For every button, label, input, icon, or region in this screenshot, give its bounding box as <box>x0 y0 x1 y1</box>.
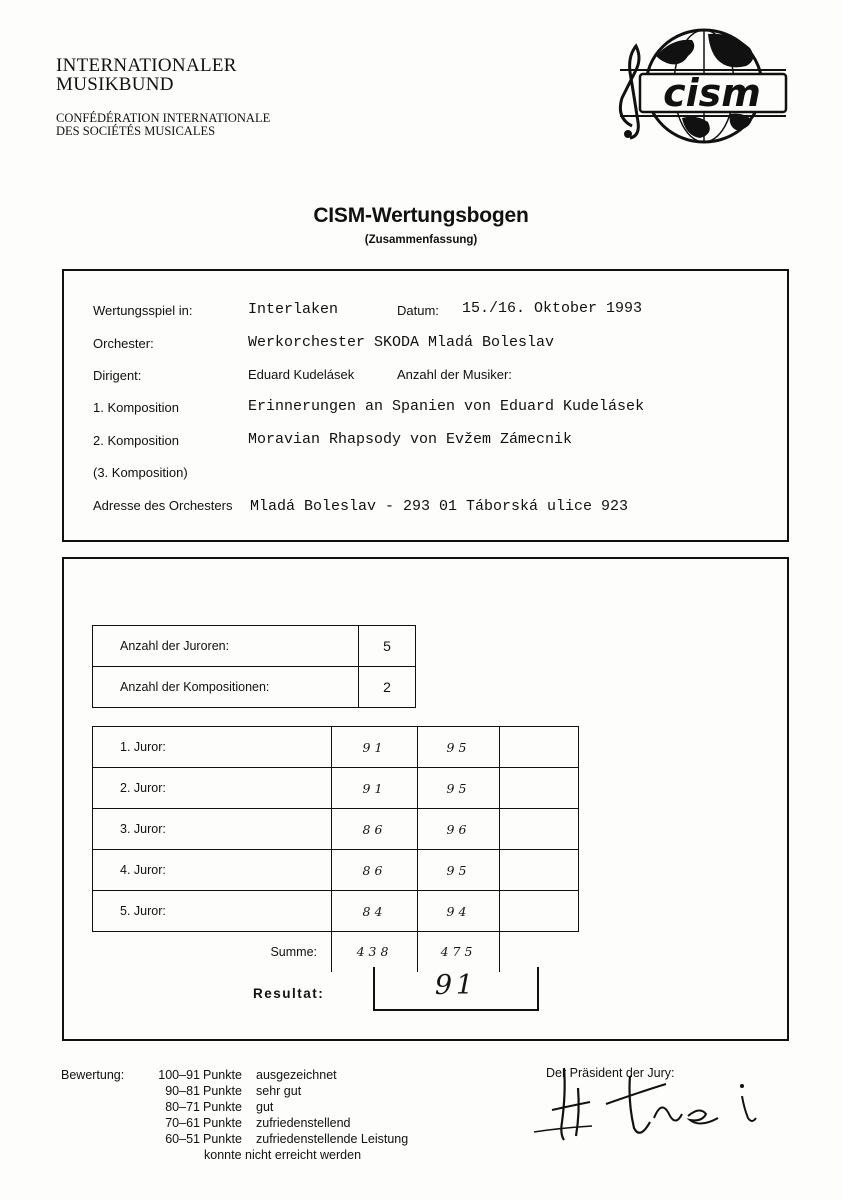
table-row <box>93 850 579 891</box>
juror-label: 3. Juror: <box>93 809 332 850</box>
rating-range: 70–61 <box>165 1116 200 1130</box>
rating-text: gut <box>256 1100 274 1114</box>
rating-unit: Punkte <box>203 1068 242 1082</box>
compositions-count-label: Anzahl der Kompositionen: <box>93 667 359 708</box>
president-label: Der Präsident der Jury: <box>546 1066 675 1080</box>
org-name-line1: INTERNATIONALER <box>56 55 237 76</box>
rating-unit: Punkte <box>203 1116 242 1130</box>
composition3-label: (3. Komposition) <box>93 465 188 480</box>
venue-value: Interlaken <box>248 301 339 318</box>
juror-label: 1. Juror: <box>93 727 332 768</box>
svg-text:cism: cism <box>663 71 761 115</box>
rating-last-line: konnte nicht erreicht werden <box>204 1148 362 1162</box>
score-composition1: 86 <box>332 809 418 850</box>
score-composition2: 96 <box>418 809 500 850</box>
conductor-value: Eduard Kudelásek <box>248 367 355 382</box>
table-row <box>93 768 579 809</box>
rating-text: ausgezeichnet <box>256 1068 337 1082</box>
rating-line <box>140 1083 540 1099</box>
score-composition1: 91 <box>332 768 418 809</box>
score-composition2: 95 <box>418 727 500 768</box>
venue-label: Wertungsspiel in: <box>93 303 193 318</box>
sum-label: Summe: <box>270 944 317 959</box>
jurors-count-value: 5 <box>359 626 416 667</box>
composition2-value: Moravian Rhapsody von Evžem Zámecnik <box>248 431 573 448</box>
result-label: Resultat: <box>253 986 325 1001</box>
rating-line <box>140 1099 540 1115</box>
orchestra-label: Orchester: <box>93 336 154 351</box>
table-row <box>93 891 579 932</box>
table-row <box>93 809 579 850</box>
address-label: Adresse des Orchesters <box>93 498 233 513</box>
juror-label: 5. Juror: <box>93 891 332 932</box>
sum-empty-cell <box>500 932 579 972</box>
rating-legend <box>140 1067 540 1163</box>
juror-label: 4. Juror: <box>93 850 332 891</box>
table-row <box>93 727 579 768</box>
rating-range: 100–91 <box>158 1068 200 1082</box>
address-value: Mladá Boleslav - 293 01 Táborská ulice 923 <box>250 498 629 515</box>
sum-composition2: 475 <box>418 932 500 972</box>
org-name-line2: MUSIKBUND <box>56 74 174 95</box>
compositions-count-value: 2 <box>359 667 416 708</box>
score-empty-cell <box>500 809 579 850</box>
result-value: 91 <box>434 970 478 1001</box>
sum-composition1: 438 <box>332 932 418 972</box>
counts-table <box>92 625 416 708</box>
score-composition2: 94 <box>418 891 500 932</box>
date-value: 15./16. Oktober 1993 <box>462 300 643 317</box>
rating-text: sehr gut <box>256 1084 302 1098</box>
composition1-label: 1. Komposition <box>93 400 179 415</box>
score-empty-cell <box>500 891 579 932</box>
score-empty-cell <box>500 768 579 809</box>
score-composition2: 95 <box>418 768 500 809</box>
org-name-fr-line2: DES SOCIÉTÉS MUSICALES <box>56 124 216 138</box>
cism-logo <box>612 26 788 148</box>
score-empty-cell <box>500 727 579 768</box>
rating-range: 60–51 <box>165 1132 200 1146</box>
rating-range: 90–81 <box>165 1084 200 1098</box>
rating-line <box>140 1115 540 1131</box>
date-label: Datum: <box>397 303 439 318</box>
rating-unit: Punkte <box>203 1100 242 1114</box>
rating-unit: Punkte <box>203 1132 242 1146</box>
rating-label: Bewertung: <box>61 1068 125 1082</box>
score-composition1: 84 <box>332 891 418 932</box>
juror-label: 2. Juror: <box>93 768 332 809</box>
jurors-count-label: Anzahl der Juroren: <box>93 626 359 667</box>
score-composition2: 95 <box>418 850 500 891</box>
rating-line <box>140 1131 540 1147</box>
score-composition1: 91 <box>332 727 418 768</box>
rating-range: 80–71 <box>165 1100 200 1114</box>
musicians-label: Anzahl der Musiker: <box>397 367 512 382</box>
sum-row <box>93 932 579 972</box>
conductor-label: Dirigent: <box>93 368 142 383</box>
score-composition1: 86 <box>332 850 418 891</box>
page-title: CISM-Wertungsbogen <box>313 204 529 227</box>
rating-line <box>140 1067 540 1083</box>
rating-text: zufriedenstellend <box>256 1116 351 1130</box>
orchestra-value: Werkorchester SKODA Mladá Boleslav <box>248 334 555 351</box>
rating-text: zufriedenstellende Leistung <box>256 1132 409 1146</box>
page-subtitle: (Zusammenfassung) <box>364 234 478 246</box>
rating-unit: Punkte <box>203 1084 242 1098</box>
org-name-fr-line1: CONFÉDÉRATION INTERNATIONALE <box>56 111 271 125</box>
score-empty-cell <box>500 850 579 891</box>
composition2-label: 2. Komposition <box>93 433 179 448</box>
scores-table <box>92 726 579 972</box>
signature <box>530 1062 770 1146</box>
composition1-value: Erinnerungen an Spanien von Eduard Kudelásek <box>248 398 645 415</box>
